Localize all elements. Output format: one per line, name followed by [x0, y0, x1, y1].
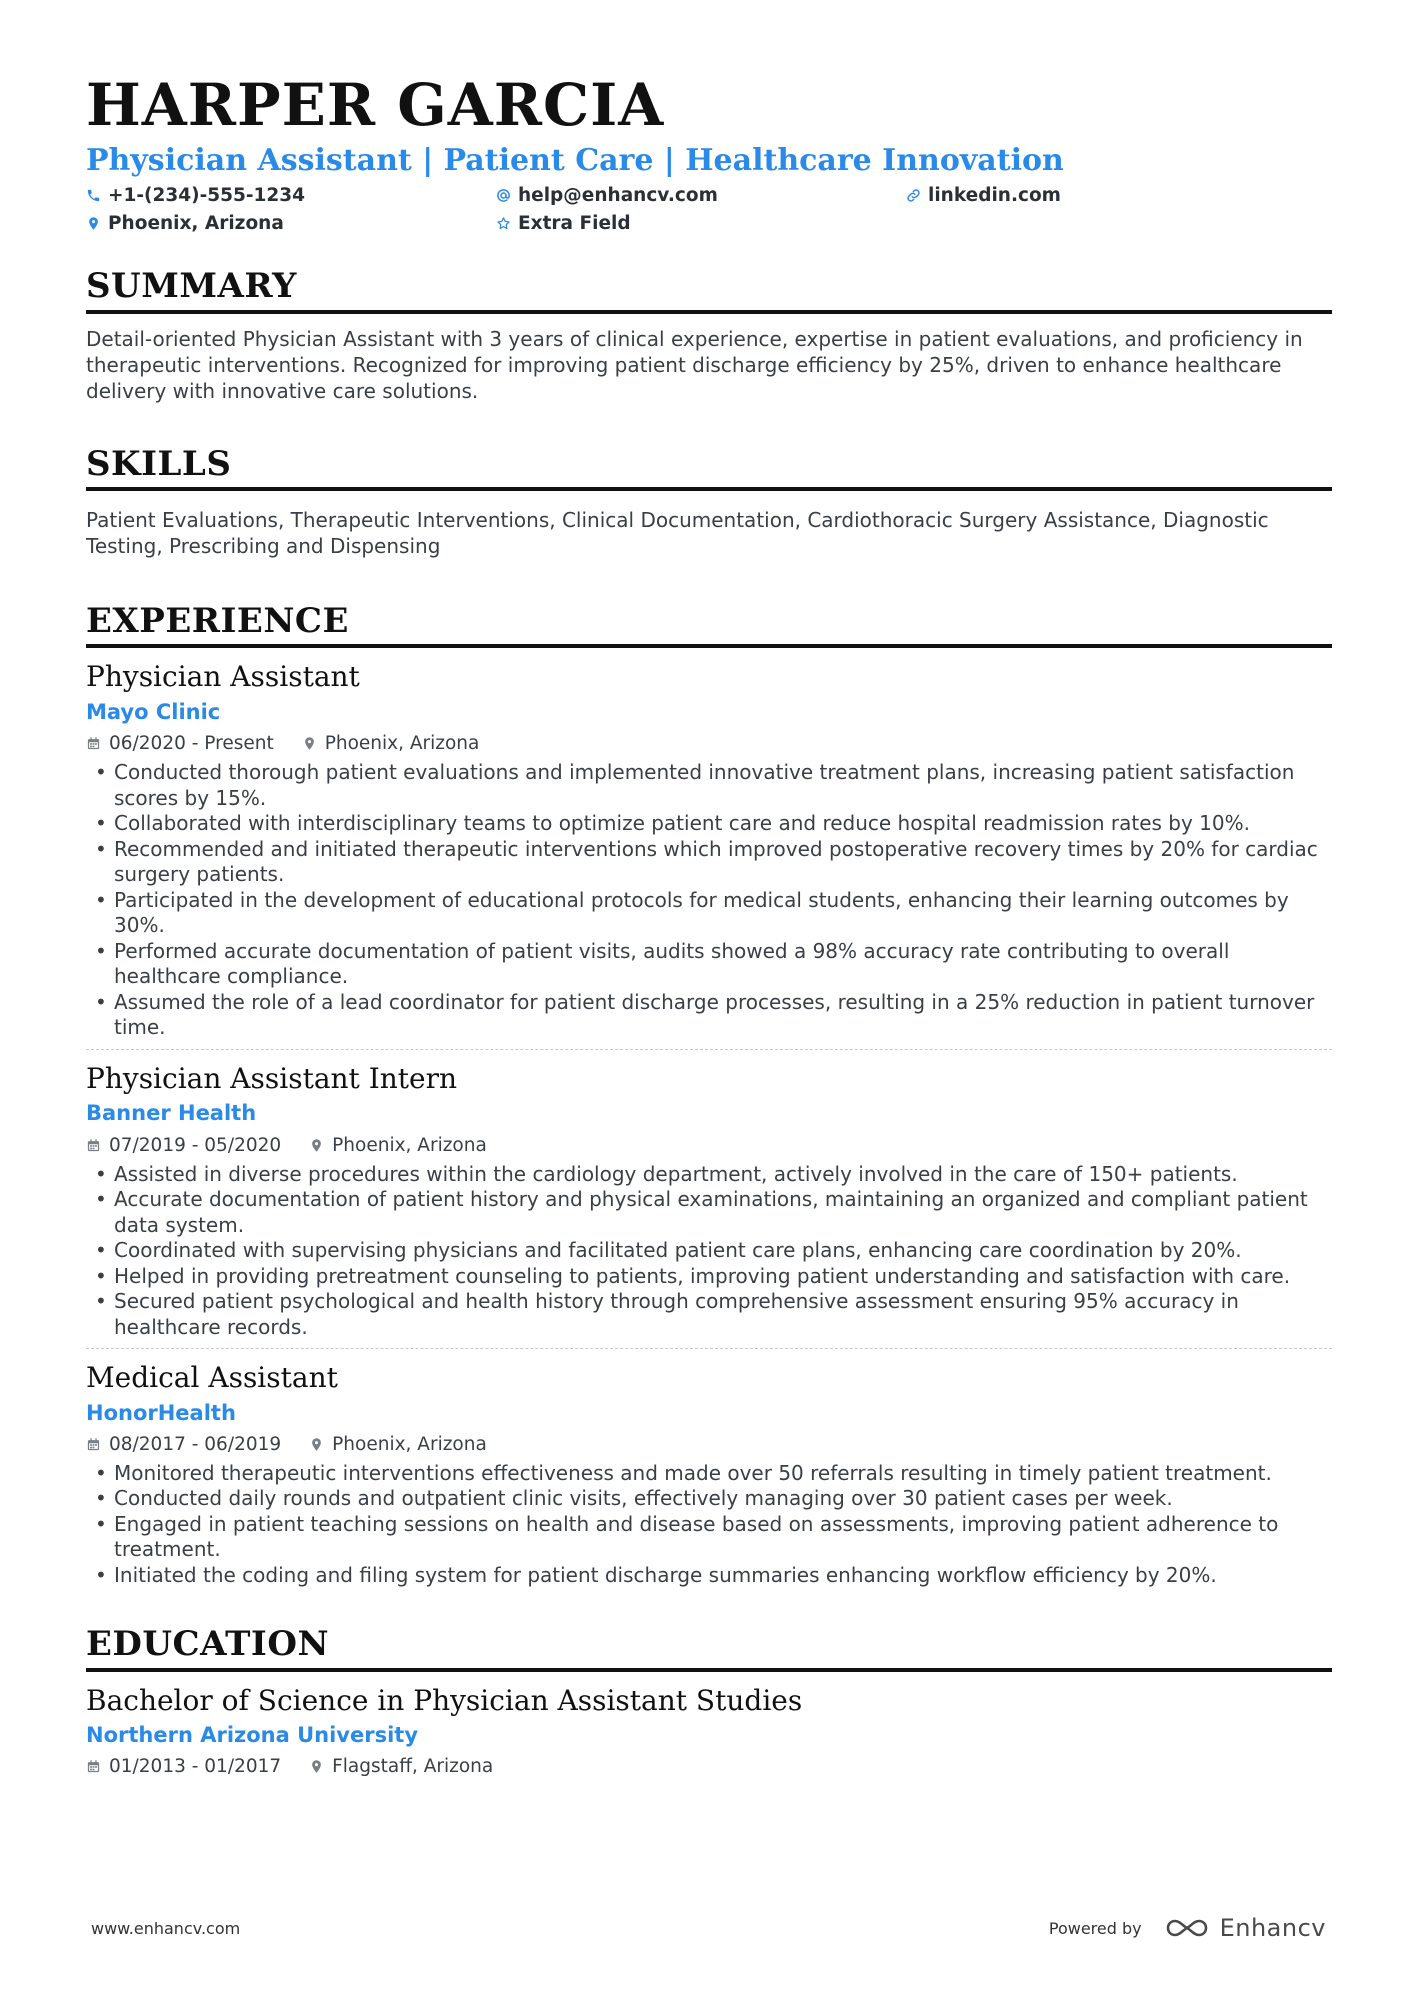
job-bullets — [86, 1162, 1332, 1341]
location-pin-icon — [309, 1759, 324, 1774]
school-name: Northern Arizona University — [86, 1723, 419, 1748]
experience-title: EXPERIENCE — [86, 603, 1332, 648]
enhancv-logo-icon — [1164, 1916, 1210, 1940]
contact-location — [86, 212, 496, 234]
brand-name: Enhancv — [1219, 1914, 1326, 1942]
phone-icon — [86, 188, 101, 203]
education-meta — [86, 1756, 1332, 1777]
candidate-name: HARPER GARCIA — [86, 71, 665, 139]
contact-email — [496, 184, 906, 206]
location-text: Phoenix, Arizona — [108, 212, 284, 234]
dates-text: 06/2020 - Present — [109, 733, 274, 755]
skills-section — [86, 443, 1332, 559]
email-address[interactable]: help@enhancv.com — [518, 184, 718, 206]
resume-header — [86, 71, 1332, 234]
at-sign-icon — [496, 188, 511, 203]
bullet-item: • Participated in the development of educational protocols for medical students, enhancing their learning outcomes by 30%. — [86, 888, 1332, 939]
location-pin-icon — [309, 1138, 324, 1153]
job-meta — [86, 733, 1332, 754]
skills-title: SKILLS — [86, 446, 1332, 491]
location-pin-icon — [86, 216, 101, 231]
calendar-icon — [86, 1437, 101, 1452]
job-bullets — [86, 1461, 1332, 1589]
extra-field-text: Extra Field — [518, 212, 631, 234]
education-dates — [86, 1756, 281, 1777]
skills-text: Patient Evaluations, Therapeutic Interventions, Clinical Documentation, Cardiothoracic Surgery Assistance, Diagnostic Testing, Prescribing and Dispensing — [86, 508, 1269, 559]
experience-item — [86, 660, 1332, 1049]
company-name: HonorHealth — [86, 1400, 236, 1425]
location-pin-icon — [302, 736, 317, 751]
bullet-item: • Performed accurate documentation of patient visits, audits showed a 98% accuracy rate contributing to overall healthcare compliance. — [86, 939, 1332, 990]
job-meta — [86, 1434, 1332, 1455]
job-location — [309, 1135, 487, 1156]
dates-text: 07/2019 - 05/2020 — [109, 1134, 282, 1156]
job-title: Physician Assistant — [86, 660, 360, 694]
job-location — [302, 733, 480, 754]
company-name: Banner Health — [86, 1101, 257, 1126]
bullet-item: • Assisted in diverse procedures within the cardiology department, actively involved in the care of 150+ patients. — [86, 1162, 1332, 1188]
location-text: Phoenix, Arizona — [324, 733, 480, 755]
experience-item — [86, 1062, 1332, 1349]
job-title: Medical Assistant — [86, 1361, 338, 1395]
star-icon — [496, 216, 511, 231]
company-name: Mayo Clinic — [86, 700, 221, 725]
brand-logo[interactable] — [1164, 1914, 1326, 1942]
location-text: Phoenix, Arizona — [332, 1433, 487, 1455]
education-section — [86, 1626, 1332, 1785]
job-dates — [86, 733, 274, 754]
footer-website[interactable]: www.enhancv.com — [91, 1918, 241, 1938]
bullet-item: • Assumed the role of a lead coordinator for patient discharge processes, resulting in a 25% reduction in patient turnover time. — [86, 990, 1332, 1041]
job-meta — [86, 1135, 1332, 1156]
powered-by — [1049, 1914, 1326, 1942]
contact-extra — [496, 212, 906, 234]
bullet-item: • Collaborated with interdisciplinary teams to optimize patient care and reduce hospital readmission rates by 10%. — [86, 811, 1332, 837]
bullet-item: • Engaged in patient teaching sessions on health and disease based on assessments, improving patient adherence to treatment. — [86, 1512, 1332, 1563]
contact-info — [86, 184, 1332, 234]
job-title: Physician Assistant Intern — [86, 1061, 458, 1095]
education-location — [309, 1756, 493, 1777]
education-item — [86, 1684, 1332, 1786]
powered-by-label: Powered by — [1048, 1918, 1142, 1938]
bullet-item: • Recommended and initiated therapeutic interventions which improved postoperative recovery times by 20% for cardiac surgery patients. — [86, 837, 1332, 888]
contact-phone — [86, 184, 496, 206]
bullet-item: • Secured patient psychological and health history through comprehensive assessment ensuring 95% accuracy in healthcare records. — [86, 1289, 1332, 1340]
job-bullets — [86, 760, 1332, 1041]
resume-page — [86, 71, 1332, 1785]
contact-linkedin — [906, 184, 1316, 206]
dates-text: 01/2013 - 01/2017 — [109, 1756, 282, 1778]
dates-text: 08/2017 - 06/2019 — [109, 1433, 282, 1455]
calendar-icon — [86, 1138, 101, 1153]
link-icon — [906, 188, 921, 203]
bullet-item: • Conducted thorough patient evaluations and implemented innovative treatment plans, increasing patient satisfaction scores by 15%. — [86, 760, 1332, 811]
experience-item — [86, 1361, 1332, 1596]
page-footer — [91, 1914, 1326, 1942]
bullet-item: • Conducted daily rounds and outpatient clinic visits, effectively managing over 30 patient cases per week. — [86, 1486, 1332, 1512]
degree-title: Bachelor of Science in Physician Assistant Studies — [86, 1683, 803, 1717]
bullet-item: • Coordinated with supervising physicians and facilitated patient care plans, enhancing care coordination by 20%. — [86, 1238, 1332, 1264]
bullet-item: • Monitored therapeutic interventions effectiveness and made over 50 referrals resulting in timely patient treatment. — [86, 1461, 1332, 1487]
bullet-item: • Accurate documentation of patient history and physical examinations, maintaining an organized and compliant patient data system. — [86, 1187, 1332, 1238]
summary-text: Detail-oriented Physician Assistant with 3 years of clinical experience, expertise in patient evaluations, and proficiency in therapeutic interventions. Recognized for improving patient discharge efficiency by 25%, driven to enhance healthcare delivery with innovative care solutions. — [86, 326, 1303, 403]
location-text: Flagstaff, Arizona — [332, 1756, 494, 1778]
summary-title: SUMMARY — [86, 268, 1332, 313]
job-location — [309, 1434, 487, 1455]
bullet-item: • Initiated the coding and filing system for patient discharge summaries enhancing workflow efficiency by 20%. — [86, 1563, 1332, 1589]
bullet-item: • Helped in providing pretreatment counseling to patients, improving patient understanding and satisfaction with care. — [86, 1264, 1332, 1290]
location-text: Phoenix, Arizona — [332, 1134, 487, 1156]
calendar-icon — [86, 1759, 101, 1774]
experience-section — [86, 603, 1332, 1596]
candidate-headline: Physician Assistant | Patient Care | Healthcare Innovation — [86, 142, 1064, 178]
job-dates — [86, 1135, 281, 1156]
phone-number: +1-(234)-555-1234 — [108, 184, 306, 206]
summary-section — [86, 268, 1332, 403]
calendar-icon — [86, 736, 101, 751]
education-title: EDUCATION — [86, 1626, 1332, 1671]
job-dates — [86, 1434, 281, 1455]
linkedin-link[interactable]: linkedin.com — [928, 184, 1061, 206]
location-pin-icon — [309, 1437, 324, 1452]
